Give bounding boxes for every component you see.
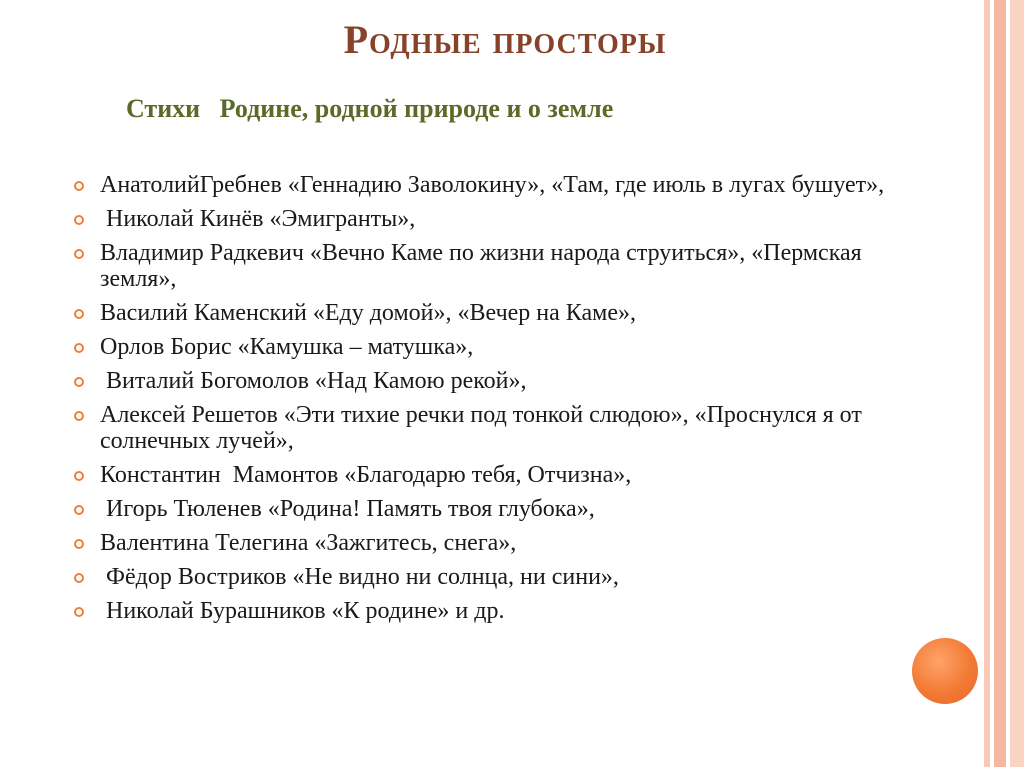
list-item-text: Алексей Решетов «Эти тихие речки под тонкой слюдою», «Проснулся я от солнечных лучей», bbox=[100, 402, 868, 454]
list-item bbox=[72, 564, 892, 590]
circle-bullet-icon bbox=[74, 573, 84, 583]
list-item bbox=[72, 206, 892, 232]
list-item bbox=[72, 530, 892, 556]
list-item-text: Игорь Тюленев «Родина! Память твоя глубока», bbox=[100, 496, 595, 522]
circle-bullet-icon bbox=[74, 249, 84, 259]
circle-bullet-icon bbox=[74, 471, 84, 481]
circle-bullet-icon bbox=[74, 181, 84, 191]
list-item-text: Николай Кинёв «Эмигранты», bbox=[100, 206, 416, 232]
circle-bullet-icon bbox=[74, 607, 84, 617]
list-item-text: Орлов Борис «Камушка – матушка», bbox=[100, 334, 474, 360]
stripe bbox=[994, 0, 1006, 767]
circle-bullet-icon bbox=[74, 377, 84, 387]
list-item bbox=[72, 402, 892, 454]
list-item bbox=[72, 240, 892, 292]
list-item bbox=[72, 334, 892, 360]
list-item bbox=[72, 300, 892, 326]
circle-bullet-icon bbox=[74, 505, 84, 515]
list-item-text: Николай Бурашников «К родине» и др. bbox=[100, 598, 505, 624]
circle-bullet-icon bbox=[74, 309, 84, 319]
circle-bullet-icon bbox=[74, 343, 84, 353]
slide-title: Родные просторы bbox=[343, 17, 667, 62]
slide-subtitle: Стихи Родине, родной природе и о земле bbox=[126, 94, 614, 123]
stripe bbox=[1010, 0, 1024, 767]
list-item-text: Константин Мамонтов «Благодарю тебя, Отчизна», bbox=[100, 462, 632, 488]
right-stripe-decoration bbox=[984, 0, 1024, 767]
list-item-text: Валентина Телегина «Зажгитесь, снега», bbox=[100, 530, 517, 556]
list-item-text: Виталий Богомолов «Над Камою рекой», bbox=[100, 368, 527, 394]
poem-list bbox=[72, 172, 892, 632]
list-item-text: Василий Каменский «Еду домой», «Вечер на Каме», bbox=[100, 300, 636, 326]
list-item bbox=[72, 368, 892, 394]
list-item bbox=[72, 598, 892, 624]
list-item bbox=[72, 462, 892, 488]
circle-bullet-icon bbox=[74, 215, 84, 225]
list-item-text: Владимир Радкевич «Вечно Каме по жизни народа струиться», «Пермская земля», bbox=[100, 240, 868, 292]
list-item bbox=[72, 172, 892, 198]
orange-circle-decoration bbox=[912, 638, 978, 704]
list-item bbox=[72, 496, 892, 522]
circle-bullet-icon bbox=[74, 539, 84, 549]
list-item-text: АнатолийГребнев «Геннадию Заволокину», «Там, где июль в лугах бушует», bbox=[100, 172, 885, 198]
circle-bullet-icon bbox=[74, 411, 84, 421]
list-item-text: Фёдор Востриков «Не видно ни солнца, ни сини», bbox=[100, 564, 619, 590]
